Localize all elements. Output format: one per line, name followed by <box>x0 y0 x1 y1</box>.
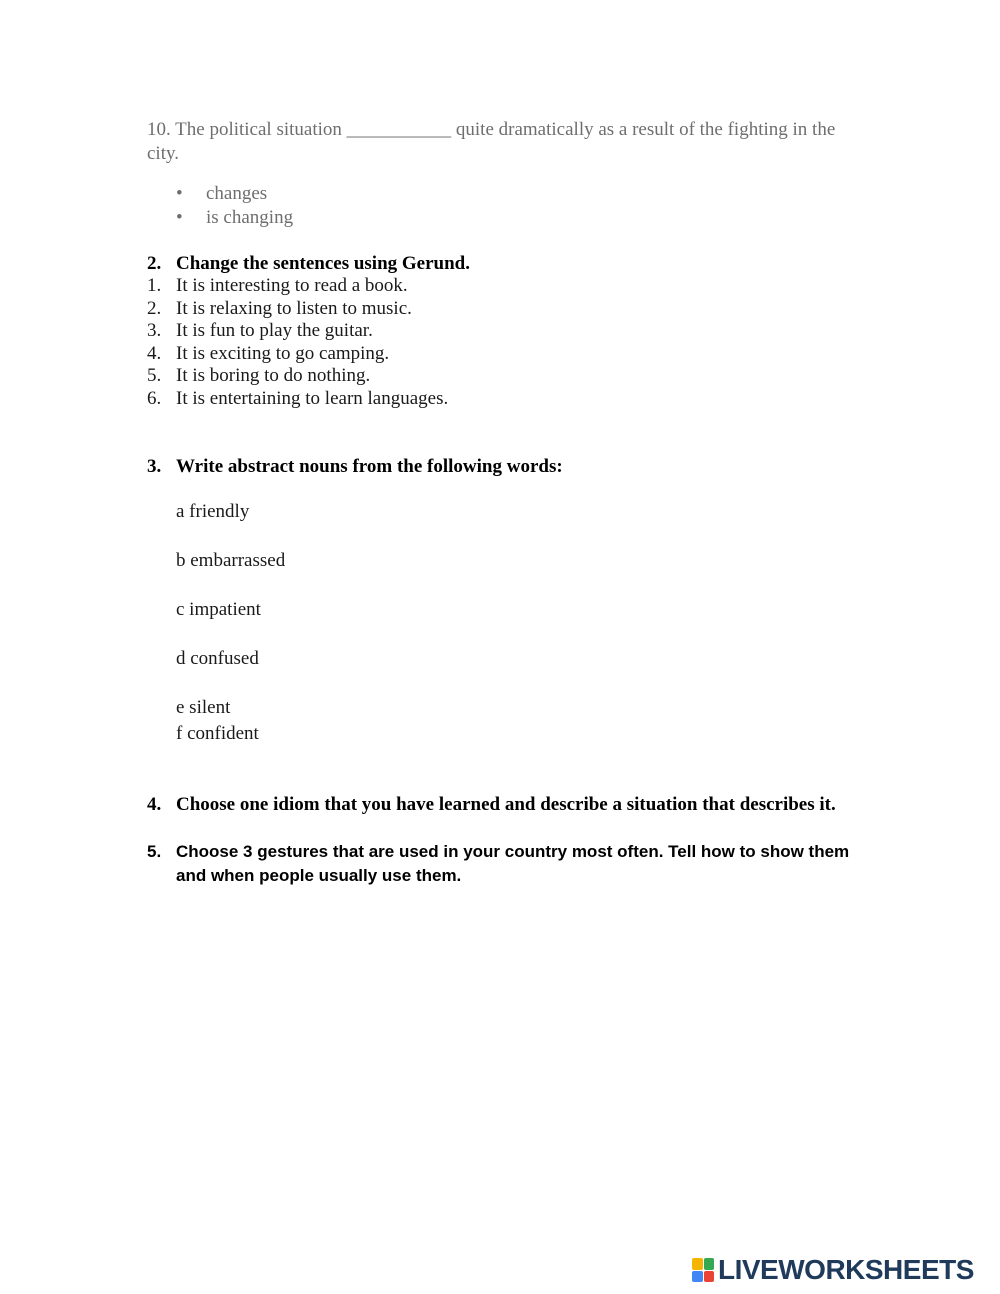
section-5-heading: 5. Choose 3 gestures that are used in your country most often. Tell how to show them and when people usually use them. <box>147 842 850 885</box>
question-10-text: 10. The political situation ___________ quite dramatically as a result of the fighting in the city. <box>147 119 836 164</box>
list-item: 5. It is boring to do nothing. <box>147 365 371 386</box>
liveworksheets-logo <box>692 1253 974 1287</box>
word-item: c impatient <box>176 599 261 620</box>
word-item: b embarrassed <box>176 550 286 571</box>
list-item: 6. It is entertaining to learn languages. <box>147 388 449 409</box>
bullet-icon: • <box>176 183 183 204</box>
list-item: 4. It is exciting to go camping. <box>147 343 390 364</box>
bullet-icon: • <box>176 207 183 228</box>
list-item: 2. It is relaxing to listen to music. <box>147 298 412 319</box>
answer-option[interactable]: • changes <box>176 183 268 204</box>
section-4-heading: 4. Choose one idiom that you have learned and describe a situation that describes it. <box>147 794 836 815</box>
logo-icon <box>692 1258 714 1282</box>
word-item: d confused <box>176 648 259 669</box>
section-3-heading: 3. Write abstract nouns from the following words: <box>147 456 563 477</box>
word-item: e silent <box>176 697 231 718</box>
word-item: f confident <box>176 723 259 744</box>
list-item: 3. It is fun to play the guitar. <box>147 320 373 341</box>
answer-option[interactable]: • is changing <box>176 207 294 228</box>
list-item: 1. It is interesting to read a book. <box>147 275 408 296</box>
section-2-heading: 2. Change the sentences using Gerund. <box>147 253 470 274</box>
logo-text: LIVEWORKSHEETS <box>718 1254 974 1285</box>
word-item: a friendly <box>176 501 250 522</box>
